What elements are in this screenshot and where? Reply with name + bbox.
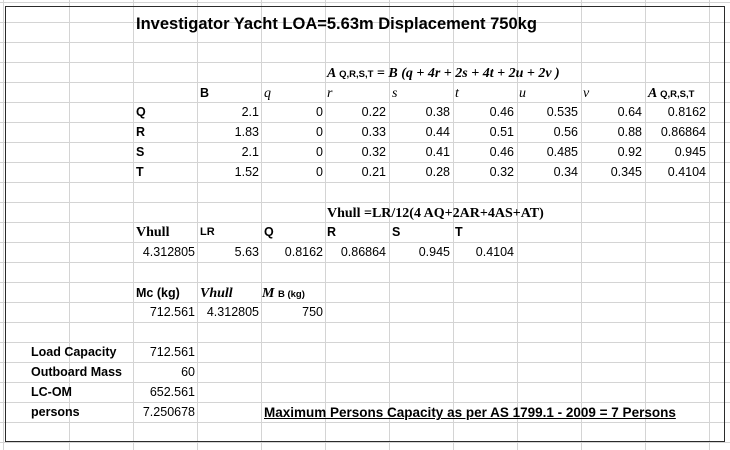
coeff-cell-r[interactable]: 0.32: [361, 145, 386, 159]
coeff-row-label[interactable]: R: [136, 125, 146, 139]
formula-a-cell[interactable]: [327, 64, 560, 83]
coeff-cell-v[interactable]: 0.92: [617, 145, 642, 159]
header-t[interactable]: t: [455, 86, 459, 101]
summary-value-outboard-mass[interactable]: 60: [181, 365, 195, 379]
vhull-value-s[interactable]: 0.945: [418, 245, 450, 259]
header-r[interactable]: r: [327, 86, 333, 101]
coeff-row-label[interactable]: T: [136, 165, 144, 179]
summary-label-load-capacity[interactable]: Load Capacity: [31, 345, 117, 359]
coeff-cell-q[interactable]: 0: [316, 145, 323, 159]
coeff-cell-u[interactable]: 0.485: [546, 145, 578, 159]
vhull-header-r[interactable]: R: [327, 225, 337, 239]
vhull-value-lr[interactable]: 5.63: [234, 245, 259, 259]
coeff-cell-b[interactable]: 2.1: [241, 145, 259, 159]
header-b[interactable]: B: [200, 86, 210, 100]
mc-vhull-header[interactable]: Vhull: [200, 286, 233, 301]
header-q[interactable]: q: [264, 86, 271, 101]
coeff-cell-v[interactable]: 0.345: [610, 165, 642, 179]
mb-header-main: M: [262, 286, 275, 301]
coeff-cell-a[interactable]: 0.8162: [667, 105, 706, 119]
mc-header[interactable]: Mc (kg): [136, 286, 180, 300]
coeff-cell-b[interactable]: 2.1: [241, 105, 259, 119]
formula-vhull[interactable]: Vhull =LR/12(4 AQ+2AR+4AS+AT): [327, 206, 544, 221]
formula-a-sub: Q,R,S,T: [339, 69, 374, 80]
coeff-cell-q[interactable]: 0: [316, 105, 323, 119]
coeff-cell-a[interactable]: 0.945: [674, 145, 706, 159]
coeff-cell-u[interactable]: 0.34: [553, 165, 578, 179]
mc-value[interactable]: 712.561: [149, 305, 195, 319]
summary-label-lc-om[interactable]: LC-OM: [31, 385, 72, 399]
coeff-cell-t[interactable]: 0.51: [489, 125, 514, 139]
coeff-cell-s[interactable]: 0.28: [425, 165, 450, 179]
coeff-cell-b[interactable]: 1.83: [234, 125, 259, 139]
coeff-cell-r[interactable]: 0.33: [361, 125, 386, 139]
vhull-value-q[interactable]: 0.8162: [284, 245, 323, 259]
header-a-qrst[interactable]: [648, 84, 694, 103]
vhull-value-t[interactable]: 0.4104: [475, 245, 514, 259]
coeff-cell-s[interactable]: 0.44: [425, 125, 450, 139]
summary-value-load-capacity[interactable]: 712.561: [149, 345, 195, 359]
formula-a-rhs: = B (q + 4r + 2s + 4t + 2u + 2v ): [376, 66, 560, 81]
coeff-cell-u[interactable]: 0.535: [546, 105, 578, 119]
mc-vhull-value[interactable]: 4.312805: [206, 305, 259, 319]
vhull-header-s[interactable]: S: [392, 225, 401, 239]
coeff-cell-q[interactable]: 0: [316, 165, 323, 179]
header-u[interactable]: u: [519, 86, 526, 101]
coeff-cell-s[interactable]: 0.38: [425, 105, 450, 119]
vhull-header-lr[interactable]: LR: [200, 226, 215, 238]
coeff-cell-a[interactable]: 0.86864: [660, 125, 706, 139]
vhull-header-t[interactable]: T: [455, 225, 463, 239]
summary-value-lc-om[interactable]: 652.561: [149, 385, 195, 399]
coeff-cell-v[interactable]: 0.88: [617, 125, 642, 139]
coeff-row-label[interactable]: Q: [136, 105, 146, 119]
mb-header[interactable]: [262, 284, 305, 303]
header-a-sub: Q,R,S,T: [660, 89, 695, 100]
coeff-cell-r[interactable]: 0.22: [361, 105, 386, 119]
coeff-row-label[interactable]: S: [136, 145, 145, 159]
vhull-header-q[interactable]: Q: [264, 225, 274, 239]
vhull-header-vhull[interactable]: Vhull: [136, 225, 170, 240]
summary-value-persons[interactable]: 7.250678: [142, 405, 195, 419]
coeff-cell-v[interactable]: 0.64: [617, 105, 642, 119]
coeff-cell-r[interactable]: 0.21: [361, 165, 386, 179]
coeff-cell-q[interactable]: 0: [316, 125, 323, 139]
coeff-cell-t[interactable]: 0.46: [489, 145, 514, 159]
coeff-cell-s[interactable]: 0.41: [425, 145, 450, 159]
summary-label-persons[interactable]: persons: [31, 405, 80, 419]
header-a-main: A: [648, 86, 657, 101]
mb-value[interactable]: 750: [302, 305, 323, 319]
vhull-value-vhull[interactable]: 4.312805: [142, 245, 195, 259]
mb-header-sub: B (kg): [277, 289, 305, 300]
coeff-cell-t[interactable]: 0.46: [489, 105, 514, 119]
vhull-value-r[interactable]: 0.86864: [340, 245, 386, 259]
sheet-title[interactable]: Investigator Yacht LOA=5.63m Displacement 750kg: [136, 15, 537, 33]
coeff-cell-b[interactable]: 1.52: [234, 165, 259, 179]
header-v[interactable]: v: [583, 86, 590, 101]
coeff-cell-u[interactable]: 0.56: [553, 125, 578, 139]
formula-a-lhs: A: [327, 66, 336, 81]
max-persons-statement[interactable]: Maximum Persons Capacity as per AS 1799.1 - 2009 = 7 Persons: [264, 405, 676, 420]
header-s[interactable]: s: [392, 86, 398, 101]
coeff-cell-a[interactable]: 0.4104: [667, 165, 706, 179]
summary-label-outboard-mass[interactable]: Outboard Mass: [31, 365, 122, 379]
coeff-cell-t[interactable]: 0.32: [489, 165, 514, 179]
